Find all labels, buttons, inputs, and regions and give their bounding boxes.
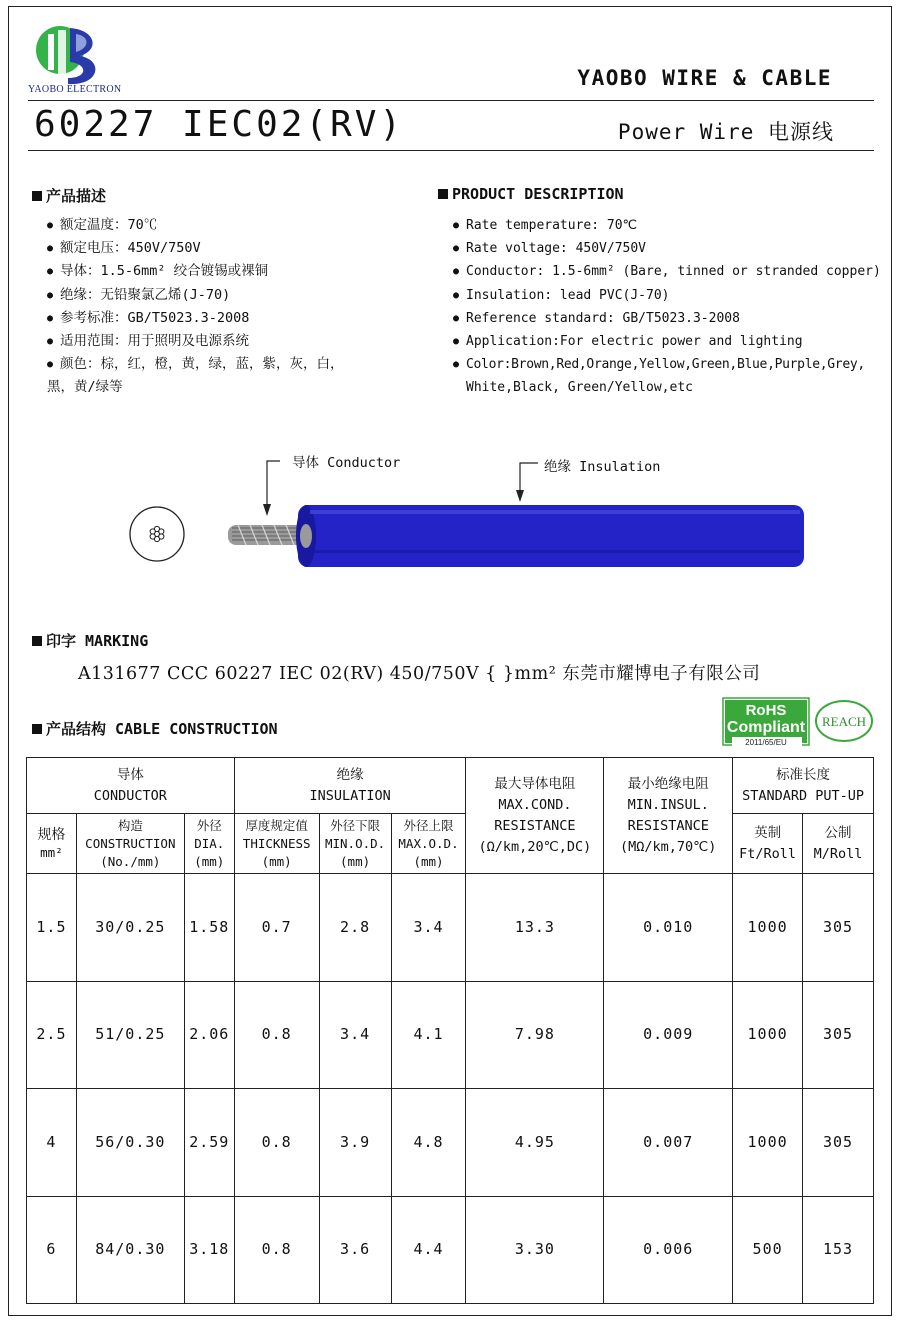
cell-thickness: 0.8 <box>234 1196 319 1304</box>
cell-construction: 84/0.30 <box>76 1196 184 1304</box>
header-text: STANDARD PUT-UP <box>742 787 865 804</box>
product-name: Power Wire 电源线 <box>617 120 834 144</box>
header-text: 厚度规定值 <box>245 817 308 833</box>
cell-m-roll: 305 <box>803 874 874 982</box>
cell-m-roll: 153 <box>803 1196 874 1304</box>
list-item: ● 额定电压：450V/750V <box>47 237 387 260</box>
heading-text: 产品结构 CABLE CONSTRUCTION <box>46 720 278 738</box>
section-heading-description-cn <box>32 185 106 206</box>
header-text: 外径上限 <box>403 817 454 833</box>
list-item: ● Color:Brown,Red,Orange,Yellow,Green,Blue,Purple,Grey, <box>453 353 893 376</box>
header-text: CONDUCTOR <box>93 787 167 804</box>
cell-max-od: 3.4 <box>391 874 466 982</box>
cell-max-resistance: 4.95 <box>466 1089 604 1197</box>
header-min-insulation <box>604 758 733 874</box>
table-subheader-row <box>27 814 874 874</box>
list-item: ● 导体：1.5-6mm² 绞合镀锡或裸铜 <box>47 260 387 283</box>
compliance-badges <box>722 697 882 747</box>
header-m-roll <box>803 814 874 874</box>
header-text: mm² <box>40 844 63 860</box>
cell-construction: 51/0.25 <box>76 981 184 1089</box>
list-item: ● Reference standard: GB/T5023.3-2008 <box>453 307 893 330</box>
cell-construction: 30/0.25 <box>76 874 184 982</box>
list-item: ● 适用范围：用于照明及电源系统 <box>47 330 387 353</box>
section-heading-marking <box>32 630 148 651</box>
header-text: 最大导体电阻 <box>494 775 576 792</box>
cell-dia: 3.18 <box>184 1196 234 1304</box>
list-item-continuation: 黑，黄/绿等 <box>47 379 123 396</box>
cell-m-roll: 305 <box>803 1089 874 1197</box>
header-text: DIA. <box>194 835 225 851</box>
cell-min-insulation: 0.010 <box>604 874 733 982</box>
marking-text: A131677 CCC 60227 IEC 02(RV) 450/750V { }mm² 东莞市耀博电子有限公司 <box>78 664 761 684</box>
header-conductor <box>27 758 235 814</box>
header-text: 公制 <box>824 824 852 841</box>
header-ft-roll <box>733 814 803 874</box>
header-text: 英制 <box>754 824 782 841</box>
cell-max-od: 4.8 <box>391 1089 466 1197</box>
heading-text: 印字 MARKING <box>46 632 149 650</box>
cell-construction: 56/0.30 <box>76 1089 184 1197</box>
header-put-up <box>733 758 874 814</box>
cell-ft-roll: 1000 <box>733 874 803 982</box>
cell-thickness: 0.8 <box>234 1089 319 1197</box>
header-text: MAX.COND. <box>498 796 572 813</box>
cell-size: 4 <box>27 1089 77 1197</box>
header-text: 构造 <box>117 817 143 833</box>
square-bullet-icon <box>438 189 448 199</box>
cell-min-insulation: 0.006 <box>604 1196 733 1304</box>
header-text: (mm) <box>194 853 225 869</box>
header-dia <box>184 814 234 874</box>
cell-max-resistance: 7.98 <box>466 981 604 1089</box>
description-list-cn <box>47 214 387 400</box>
list-item: ● 额定温度：70℃ <box>47 214 387 237</box>
cell-min-od: 3.4 <box>319 981 391 1089</box>
header-construction <box>76 814 184 874</box>
header-text: (mm) <box>340 853 371 869</box>
cell-ft-roll: 1000 <box>733 1089 803 1197</box>
cell-max-resistance: 3.30 <box>466 1196 604 1304</box>
divider <box>28 150 874 151</box>
table-row <box>27 1196 874 1304</box>
list-item: ● Application:For electric power and lighting <box>453 330 893 353</box>
cell-min-insulation: 0.007 <box>604 1089 733 1197</box>
list-item: ● 参考标准：GB/T5023.3-2008 <box>47 307 387 330</box>
heading-text: PRODUCT DESCRIPTION <box>452 185 624 203</box>
header-text: 导体 <box>116 766 144 783</box>
header-text: (MΩ/km,70℃) <box>620 838 717 855</box>
list-item: ● Rate voltage: 450V/750V <box>453 237 893 260</box>
cell-min-od: 3.9 <box>319 1089 391 1197</box>
conductor-label: 导体 Conductor <box>292 455 401 471</box>
cell-thickness: 0.8 <box>234 981 319 1089</box>
cell-ft-roll: 500 <box>733 1196 803 1304</box>
square-bullet-icon <box>32 724 42 734</box>
divider <box>28 100 874 101</box>
list-item: ● 颜色：棕，红，橙，黄，绿，蓝，紫，灰，白， <box>47 353 387 376</box>
header-text: RESISTANCE <box>627 817 709 834</box>
list-item: ● Rate temperature: 70℃ <box>453 214 893 237</box>
cell-max-od: 4.4 <box>391 1196 466 1304</box>
insulation-label: 绝缘 Insulation <box>544 459 661 475</box>
company-name: YAOBO WIRE & CABLE <box>577 66 832 90</box>
header-text: Ft/Roll <box>739 845 797 862</box>
list-item: ● Insulation: lead PVC(J-70) <box>453 284 893 307</box>
cell-max-resistance: 13.3 <box>466 874 604 982</box>
table-row <box>27 1089 874 1197</box>
list-item: ● Conductor: 1.5-6mm² (Bare, tinned or stranded copper) <box>453 260 893 283</box>
header-max-resistance <box>466 758 604 874</box>
cell-size: 2.5 <box>27 981 77 1089</box>
rohs-line3: 2011/65/EU <box>745 738 787 747</box>
wire-diagram <box>120 440 820 580</box>
header-min-od <box>319 814 391 874</box>
cell-dia: 2.59 <box>184 1089 234 1197</box>
header-size <box>27 814 77 874</box>
header-text: MIN.INSUL. <box>627 796 709 813</box>
table-row <box>27 874 874 982</box>
cell-size: 6 <box>27 1196 77 1304</box>
square-bullet-icon <box>32 636 42 646</box>
header-text: (Ω/km,20℃,DC) <box>478 838 592 855</box>
cable-construction-table <box>26 757 874 1304</box>
wire-illustration <box>120 440 820 580</box>
header-text: 绝缘 <box>336 766 364 783</box>
header-insulation <box>234 758 466 814</box>
header-max-od <box>391 814 466 874</box>
header-text: CONSTRUCTION <box>85 835 176 851</box>
header-text: (No./mm) <box>100 853 161 869</box>
list-item: ● 绝缘：无铅聚氯乙烯(J-70) <box>47 284 387 307</box>
cell-m-roll: 305 <box>803 981 874 1089</box>
header-text: (mm) <box>413 853 444 869</box>
cell-min-od: 3.6 <box>319 1196 391 1304</box>
cell-size: 1.5 <box>27 874 77 982</box>
cell-thickness: 0.7 <box>234 874 319 982</box>
header-text: THICKNESS <box>242 835 311 851</box>
header-text: 标准长度 <box>776 766 831 783</box>
header-text: INSULATION <box>309 787 391 804</box>
cell-dia: 1.58 <box>184 874 234 982</box>
reach-text: REACH <box>821 714 867 729</box>
list-item-continuation: White,Black, Green/Yellow,etc <box>466 380 693 396</box>
cell-min-od: 2.8 <box>319 874 391 982</box>
table-row <box>27 981 874 1089</box>
header-text: 外径 <box>196 817 222 833</box>
section-heading-construction <box>32 718 278 739</box>
header-text: MIN.O.D. <box>324 835 386 851</box>
table-header-row <box>27 758 874 814</box>
header-text: MAX.O.D. <box>398 835 459 851</box>
header-thickness <box>234 814 319 874</box>
header-text: RESISTANCE <box>494 817 576 834</box>
header-text: 最小绝缘电阻 <box>627 775 709 792</box>
header-text: (mm) <box>261 853 292 869</box>
model-title: 60227 IEC02(RV) <box>34 104 405 145</box>
rohs-line2: Compliant <box>726 719 806 736</box>
cell-max-od: 4.1 <box>391 981 466 1089</box>
rohs-line1: RoHS <box>745 702 787 719</box>
cell-dia: 2.06 <box>184 981 234 1089</box>
cell-ft-roll: 1000 <box>733 981 803 1089</box>
square-bullet-icon <box>32 191 42 201</box>
header-text: M/Roll <box>813 845 863 862</box>
cell-min-insulation: 0.009 <box>604 981 733 1089</box>
header-text: 外径下限 <box>330 817 381 833</box>
logo-text: YAOBO ELECTRON <box>28 84 122 95</box>
section-heading-description-en <box>438 185 624 203</box>
heading-text: 产品描述 <box>46 187 107 205</box>
header-text: 规格 <box>37 826 66 843</box>
description-list-en <box>453 214 893 400</box>
